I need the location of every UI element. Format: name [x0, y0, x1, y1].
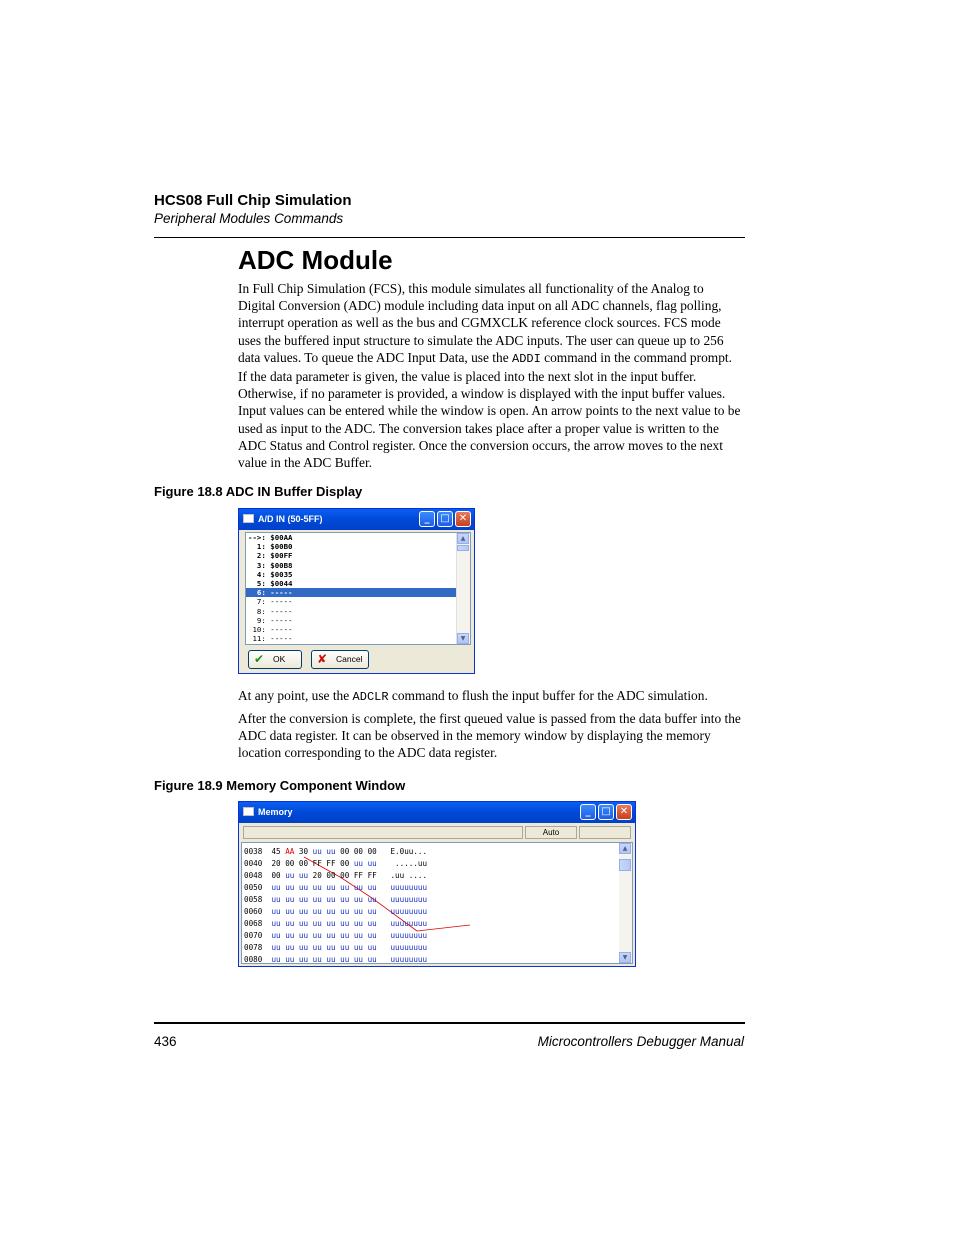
memory-byte[interactable]: uu — [353, 883, 364, 892]
scroll-up-icon[interactable]: ▲ — [457, 533, 469, 544]
memory-byte[interactable]: uu — [353, 943, 364, 952]
memory-address: 0058 — [244, 895, 263, 904]
manual-title: Microcontrollers Debugger Manual — [537, 1034, 744, 1049]
memory-address: 0070 — [244, 931, 263, 940]
addi-command: ADDI — [512, 351, 541, 366]
memory-window-titlebar[interactable] — [239, 802, 635, 823]
scroll-thumb[interactable] — [619, 859, 631, 871]
memory-byte[interactable]: 00 — [340, 859, 350, 868]
minimize-icon[interactable]: _ — [580, 804, 596, 820]
memory-byte[interactable]: 30 — [298, 847, 309, 856]
memory-byte[interactable]: uu — [367, 907, 377, 916]
adclr-paragraph: At any point, use the ADCLR command to flush the input buffer for the ADC simulation. — [238, 688, 708, 704]
memory-byte[interactable]: uu — [298, 871, 309, 880]
memory-byte[interactable]: uu — [353, 931, 364, 940]
memory-byte[interactable]: uu — [312, 883, 322, 892]
memory-address: 0048 — [244, 871, 263, 880]
memory-byte[interactable]: uu — [312, 931, 322, 940]
memory-byte[interactable]: FF — [312, 859, 322, 868]
memory-byte[interactable]: uu — [326, 931, 336, 940]
memory-byte[interactable]: uu — [298, 943, 309, 952]
memory-byte[interactable]: uu — [271, 883, 281, 892]
memory-byte[interactable]: AA — [285, 847, 295, 856]
memory-byte[interactable]: uu — [285, 919, 295, 928]
memory-address: 0040 — [244, 859, 263, 868]
adc-window-titlebar[interactable] — [239, 509, 474, 530]
memory-byte[interactable]: 00 — [367, 847, 377, 856]
window-app-icon — [243, 807, 254, 816]
memory-row[interactable] — [244, 882, 427, 894]
adc-buffer-row[interactable]: 5: $0044 — [248, 578, 293, 588]
memory-byte[interactable]: uu — [271, 943, 281, 952]
memory-toolbar — [243, 826, 632, 840]
memory-byte[interactable]: uu — [298, 955, 309, 964]
memory-ascii: uuuuuuuu — [390, 919, 428, 928]
close-icon[interactable]: ✕ — [616, 804, 632, 820]
adc-in-window — [238, 508, 475, 674]
memory-byte[interactable]: uu — [312, 919, 322, 928]
memory-byte[interactable]: uu — [326, 883, 336, 892]
memory-byte[interactable]: uu — [367, 883, 377, 892]
scroll-up-icon[interactable]: ▲ — [619, 843, 631, 854]
memory-byte[interactable]: uu — [271, 931, 281, 940]
memory-byte[interactable]: uu — [298, 907, 309, 916]
memory-byte[interactable]: uu — [298, 931, 309, 940]
memory-byte[interactable]: uu — [285, 883, 295, 892]
intro-paragraph: In Full Chip Simulation (FCS), this module simulates all functionality of the Analog to Digital Conversion (ADC) module including data input on all ADC channels, flag polling, interrupt operation as well as the bus and CGMXCLK reference clock sources. FCS mode uses the buffered input structure to simulate the ADC inputs. The user can queue up to 256 data values. To queue the ADC Input Data, use the ADDI command in the command prompt. If the data parameter is given, the value is placed into the next slot in the input buffer. Otherwise, if no parameter is provided, a window is displayed with the input buffer values. Input values can be entered while the window is open. An arrow points to the next value to be used as input to the ADC. The conversion takes place after a proper value is written to the ADC Status and Control register. Once the conversion occurs, the arrow moves to the next value in the ADC Buffer. — [238, 281, 741, 471]
memory-byte[interactable]: uu — [326, 955, 336, 964]
adc-buffer-row[interactable]: 1: $00B0 — [248, 542, 293, 552]
memory-ascii: uuuuuuuu — [390, 907, 428, 916]
memory-byte[interactable]: 00 — [298, 859, 309, 868]
memory-ascii: uuuuuuuu — [390, 955, 428, 964]
memory-row[interactable] — [244, 954, 427, 964]
memory-ascii: uuuuuuuu — [390, 931, 428, 940]
x-icon: ✘ — [317, 652, 328, 666]
address-field[interactable] — [243, 826, 523, 839]
close-icon[interactable]: ✕ — [455, 511, 471, 527]
memory-byte[interactable]: 00 — [285, 859, 295, 868]
memory-ascii: .uu .... — [390, 871, 428, 880]
mode-field[interactable]: Auto — [525, 826, 577, 839]
memory-byte[interactable]: uu — [298, 895, 309, 904]
memory-byte[interactable]: uu — [340, 955, 350, 964]
page-number: 436 — [154, 1034, 177, 1049]
header-divider — [154, 237, 745, 238]
memory-byte[interactable]: uu — [367, 859, 377, 868]
memory-byte[interactable]: uu — [312, 895, 322, 904]
memory-dump[interactable] — [241, 842, 633, 964]
memory-byte[interactable]: 00 — [353, 847, 364, 856]
memory-byte[interactable]: 00 — [340, 847, 350, 856]
memory-window — [238, 801, 636, 967]
memory-byte[interactable]: FF — [326, 859, 336, 868]
memory-address: 0068 — [244, 919, 263, 928]
memory-byte[interactable]: uu — [353, 919, 364, 928]
adc-buffer-row[interactable]: 6: ----- — [246, 588, 458, 597]
cancel-button[interactable]: ✘ Cancel — [311, 650, 369, 669]
memory-byte[interactable]: uu — [312, 955, 322, 964]
memory-ascii: uuuuuuuu — [390, 883, 428, 892]
footer-divider — [154, 1022, 745, 1024]
memory-byte[interactable]: uu — [271, 955, 281, 964]
adc-buffer-row[interactable]: 2: $00FF — [248, 551, 293, 561]
adc-buffer-row[interactable]: 11: ----- — [248, 634, 293, 644]
memory-byte[interactable]: uu — [298, 919, 309, 928]
memory-byte[interactable]: uu — [340, 907, 350, 916]
memory-byte[interactable]: uu — [340, 883, 350, 892]
memory-byte[interactable]: uu — [326, 907, 336, 916]
scroll-down-icon[interactable]: ▼ — [619, 952, 631, 963]
memory-byte[interactable]: uu — [312, 847, 322, 856]
memory-byte[interactable]: uu — [367, 919, 377, 928]
adc-buffer-row[interactable]: 7: ----- — [248, 597, 293, 607]
memory-row[interactable] — [244, 894, 427, 906]
memory-byte[interactable]: 00 — [326, 871, 336, 880]
memory-byte[interactable]: uu — [312, 907, 322, 916]
memory-byte[interactable]: FF — [353, 871, 364, 880]
adc-buffer-row[interactable]: -->: $00AA — [248, 533, 293, 542]
memory-row[interactable] — [244, 930, 427, 942]
memory-byte[interactable]: uu — [367, 895, 377, 904]
memory-byte[interactable]: 00 — [340, 871, 350, 880]
memory-byte[interactable]: uu — [285, 955, 295, 964]
memory-byte[interactable]: uu — [326, 895, 336, 904]
memory-byte[interactable]: uu — [340, 943, 350, 952]
memory-byte[interactable]: 45 — [271, 847, 281, 856]
memory-byte[interactable]: FF — [367, 871, 377, 880]
memory-address: 0038 — [244, 847, 263, 856]
memory-byte[interactable]: uu — [271, 919, 281, 928]
memory-byte[interactable]: uu — [353, 955, 364, 964]
conversion-paragraph: After the conversion is complete, the first queued value is passed from the data buffer into the ADC data register. It can be observed in the memory window by displaying the memory location corresponding to the ADC data register. — [238, 711, 741, 761]
scroll-down-icon[interactable]: ▼ — [457, 633, 469, 644]
memory-byte[interactable]: uu — [285, 931, 295, 940]
window-app-icon — [243, 514, 254, 523]
memory-byte[interactable]: uu — [353, 907, 364, 916]
memory-row[interactable] — [244, 870, 427, 882]
memory-byte[interactable]: uu — [326, 943, 336, 952]
running-header-title: HCS08 Full Chip Simulation — [154, 192, 352, 209]
memory-byte[interactable]: uu — [312, 943, 322, 952]
memory-row[interactable] — [244, 858, 427, 870]
memory-scrollbar[interactable] — [619, 843, 632, 963]
memory-row[interactable] — [244, 942, 427, 954]
adclr-command: ADCLR — [352, 690, 389, 704]
memory-byte[interactable]: 20 — [271, 859, 281, 868]
memory-ascii: .....uu — [390, 859, 428, 868]
memory-byte[interactable]: uu — [285, 907, 295, 916]
memory-address: 0078 — [244, 943, 263, 952]
memory-address: 0060 — [244, 907, 263, 916]
memory-byte[interactable]: uu — [298, 883, 309, 892]
ok-button[interactable]: ✔ OK — [248, 650, 302, 669]
memory-ascii: uuuuuuuu — [390, 895, 428, 904]
figure-caption-adc: Figure 18.8 ADC IN Buffer Display — [154, 484, 363, 499]
memory-byte[interactable]: uu — [271, 895, 281, 904]
memory-byte[interactable]: uu — [285, 895, 295, 904]
minimize-icon[interactable]: _ — [419, 511, 435, 527]
memory-address: 0080 — [244, 955, 263, 964]
adc-buffer-row[interactable]: 3: $00B8 — [248, 560, 293, 570]
memory-ascii: uuuuuuuu — [390, 943, 428, 952]
memory-byte[interactable]: uu — [340, 919, 350, 928]
memory-byte[interactable]: uu — [353, 895, 364, 904]
scroll-thumb[interactable] — [457, 545, 469, 551]
adc-buffer-row[interactable]: 8: ----- — [248, 606, 293, 616]
memory-byte[interactable]: uu — [367, 955, 377, 964]
format-field[interactable] — [579, 826, 631, 839]
maximize-icon[interactable]: □ — [598, 804, 614, 820]
memory-byte[interactable]: uu — [340, 895, 350, 904]
memory-byte[interactable]: uu — [340, 931, 350, 940]
maximize-icon[interactable]: □ — [437, 511, 453, 527]
memory-byte[interactable]: uu — [367, 943, 377, 952]
memory-row[interactable] — [244, 846, 427, 858]
memory-byte[interactable]: uu — [326, 847, 336, 856]
memory-byte[interactable]: uu — [285, 943, 295, 952]
running-header-subtitle: Peripheral Modules Commands — [154, 211, 344, 226]
memory-window-title: Memory — [258, 807, 293, 817]
section-title: ADC Module — [238, 245, 393, 275]
adc-buffer-row[interactable]: 4: $0035 — [248, 569, 293, 579]
adc-buffer-row[interactable]: 10: ----- — [248, 624, 293, 634]
memory-byte[interactable]: uu — [326, 919, 336, 928]
memory-address: 0050 — [244, 883, 263, 892]
figure-caption-memory: Figure 18.9 Memory Component Window — [154, 778, 406, 793]
memory-ascii: E.0uu... — [390, 847, 428, 856]
checkmark-icon: ✔ — [254, 652, 265, 666]
memory-byte[interactable]: uu — [367, 931, 377, 940]
memory-row[interactable] — [244, 918, 427, 930]
memory-byte[interactable]: uu — [353, 859, 364, 868]
adc-list-scrollbar[interactable] — [456, 533, 470, 644]
memory-byte[interactable]: uu — [271, 907, 281, 916]
adc-buffer-row[interactable]: 9: ----- — [248, 615, 293, 625]
memory-row[interactable] — [244, 906, 427, 918]
memory-byte[interactable]: 00 — [271, 871, 281, 880]
adc-window-title: A/D IN (50-5FF) — [258, 514, 323, 524]
memory-byte[interactable]: uu — [285, 871, 295, 880]
adc-buffer-list[interactable] — [245, 532, 471, 645]
memory-byte[interactable]: 20 — [312, 871, 322, 880]
